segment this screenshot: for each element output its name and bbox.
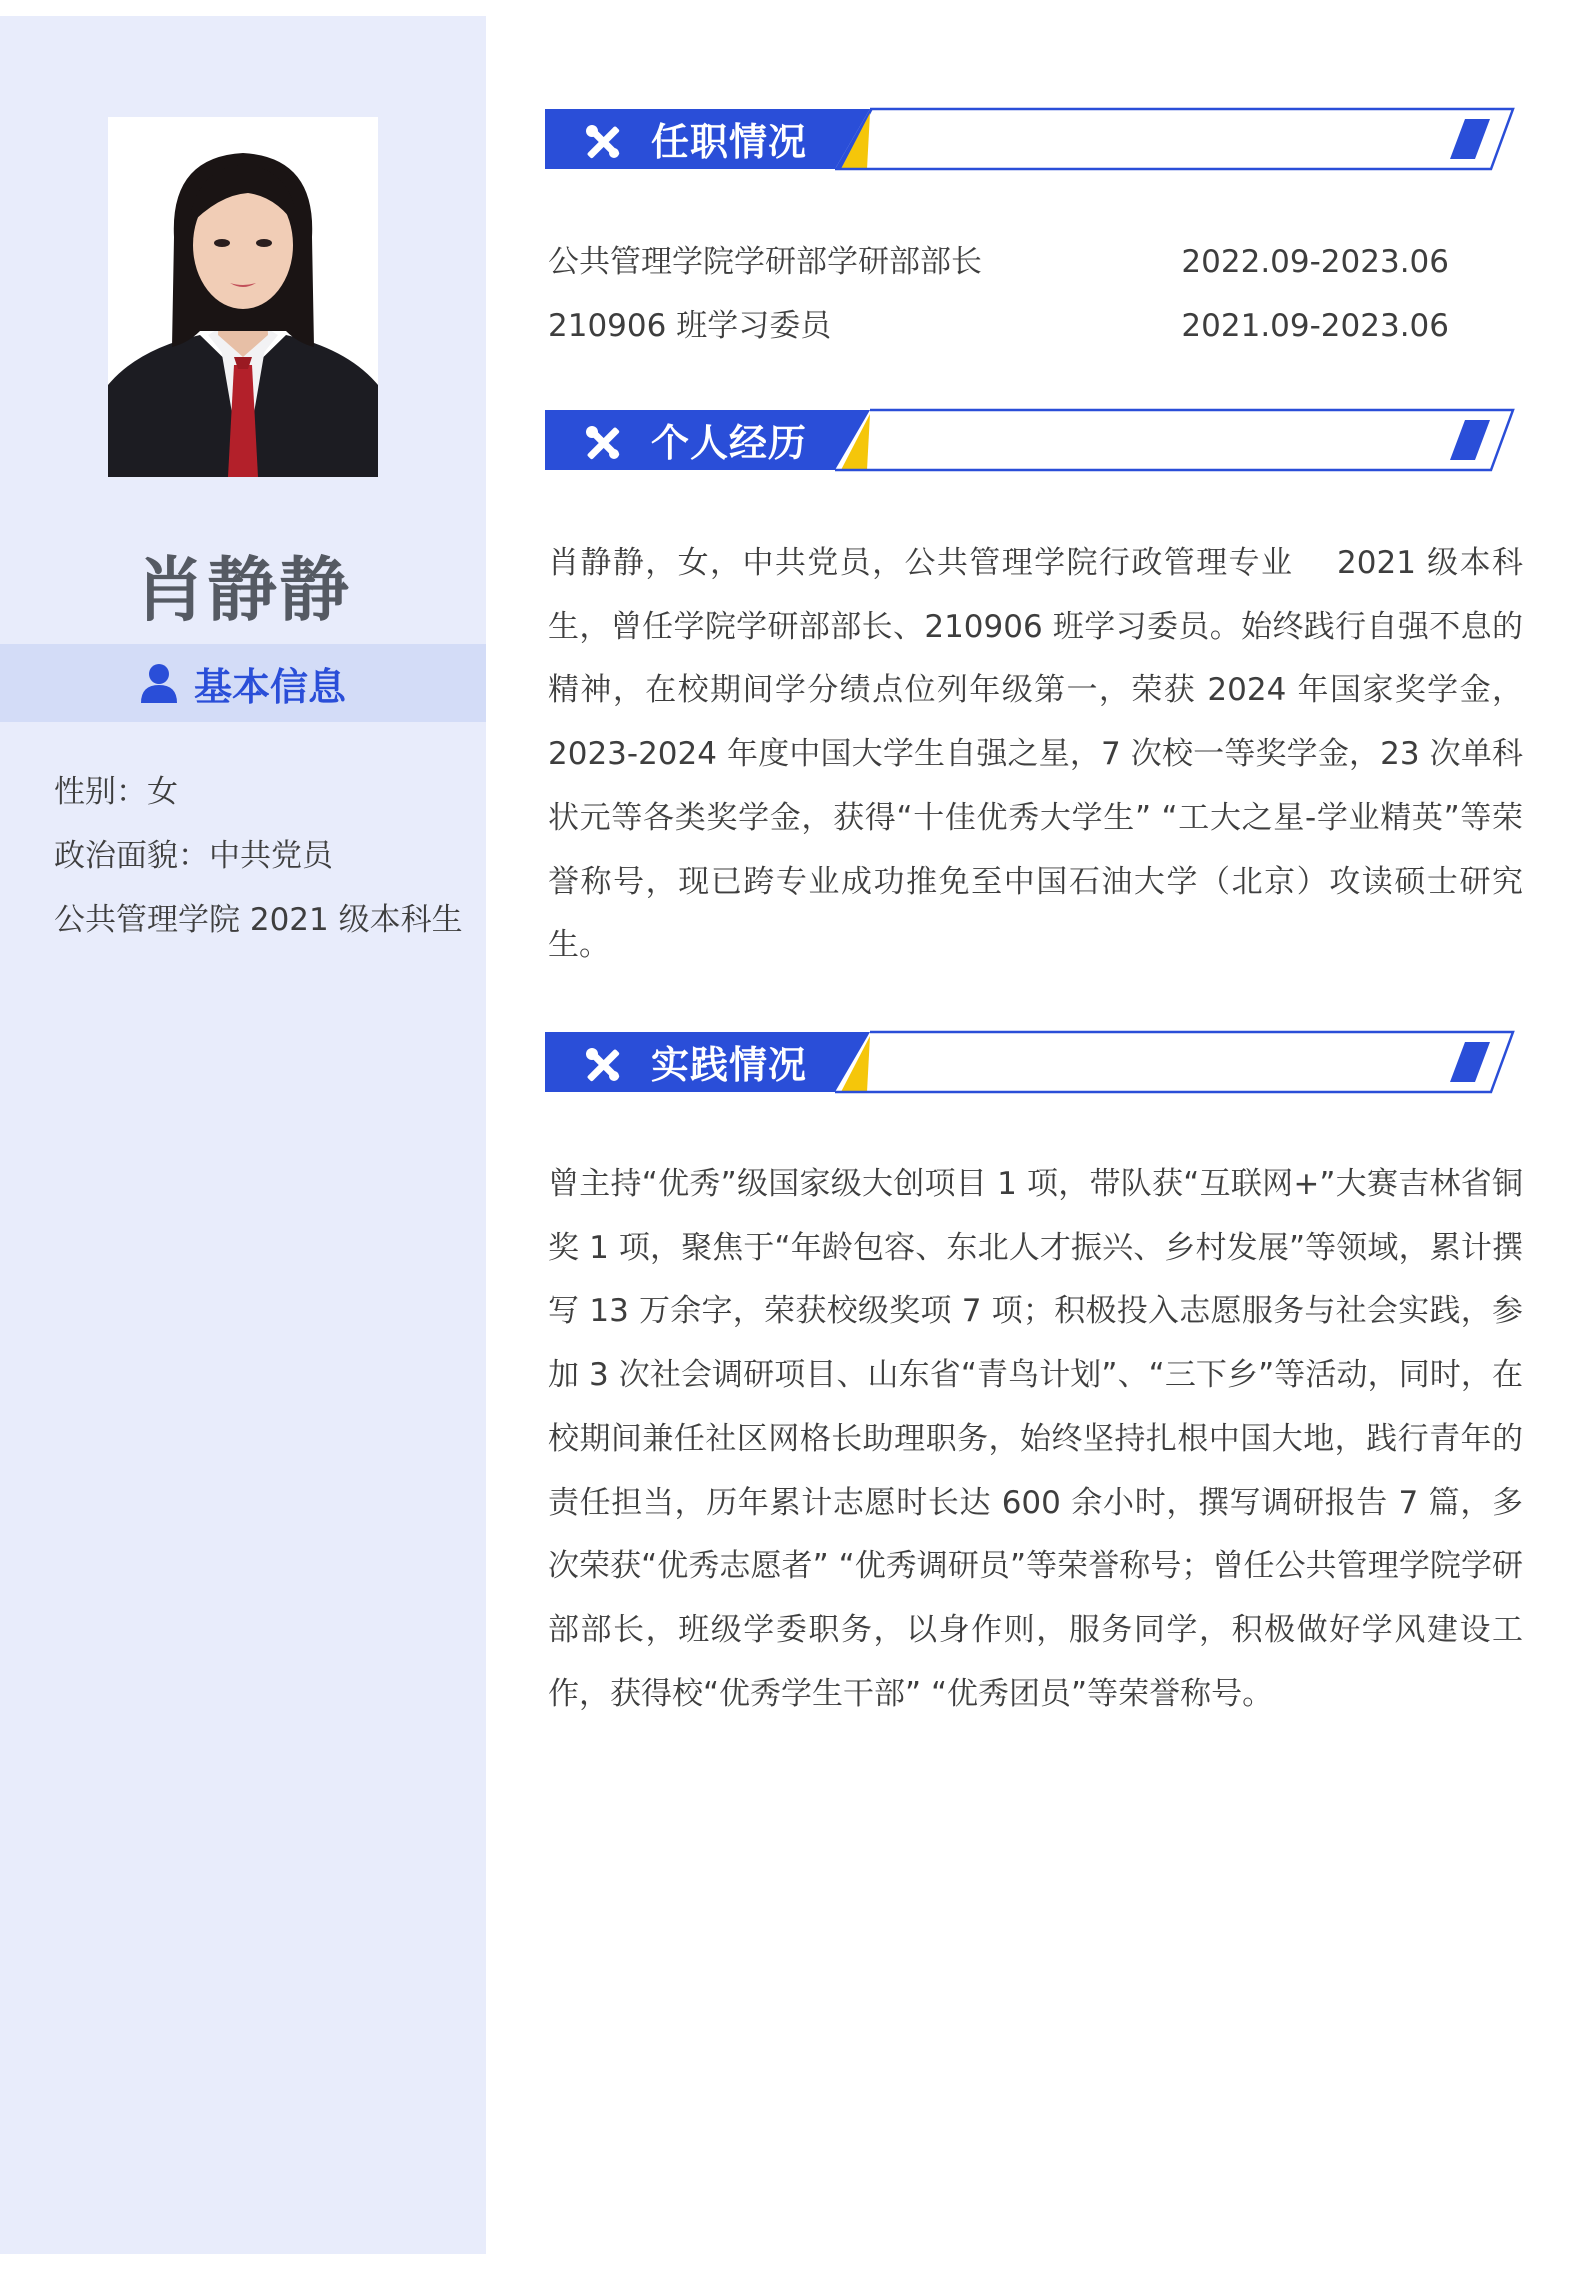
section-header-practice xyxy=(545,1030,1515,1100)
tools-icon xyxy=(585,124,621,160)
position-row xyxy=(548,240,1453,284)
basic-info-label: 基本信息 xyxy=(193,664,346,709)
position-role: 210906 班学习委员 xyxy=(548,308,832,344)
person-icon xyxy=(140,663,178,703)
practice-paragraph: 曾主持“优秀”级国家级大创项目 1 项，带队获“互联网+”大赛吉林省铜奖 1 项，聚焦于“年龄包容、东北人才振兴、乡村发展”等领域，累计撰写 13 万余字，荣获校级奖项 7 项；积极投入志愿服务与社会实践，参加 3 次社会调研项目、山东省“青鸟计划”、“三下乡”等活动，同时，在校期间兼任社区网格长助理职务，始终坚持扎根中国大地，践行青年的责任担当，历年累计志愿时长达 600 余小时，撰写调研报告 7 篇，多次荣获“优秀志愿者” “优秀调研员”等荣誉称号；曾任公共管理学院学研部部长，班级学委职务，以身作则，服务同学，积极做好学风建设工作，获得校“优秀学生干部” “优秀团员”等荣誉称号。 xyxy=(548,1166,1523,1712)
section-header-positions xyxy=(545,107,1515,177)
position-date: 2021.09-2023.06 xyxy=(1181,308,1449,344)
id-photo xyxy=(108,117,378,477)
position-date: 2022.09-2023.06 xyxy=(1181,244,1449,280)
position-row xyxy=(548,304,1453,348)
section-header-experience xyxy=(545,408,1515,478)
position-role: 公共管理学院学研部学研部部长 xyxy=(548,244,982,280)
basic-info-header xyxy=(0,644,486,722)
basic-info-list xyxy=(54,766,463,958)
section-title-experience: 个人经历 xyxy=(651,421,808,465)
section-title-positions: 任职情况 xyxy=(651,120,808,164)
info-gender: 性别：女 xyxy=(54,774,178,810)
experience-paragraph: 肖静静，女，中共党员，公共管理学院行政管理专业 2021 级本科生，曾任学院学研部部长、210906 班学习委员。始终践行自强不息的精神，在校期间学分绩点位列年级第一，荣获 2024 年国家奖学金，2023-2024 年度中国大学生自强之星，7 次校一等奖学金，23 次单科状元等各类奖学金，获得“十佳优秀大学生” “工大之星-学业精英”等荣誉称号，现已跨专业成功推免至中国石油大学（北京）攻读硕士研究生。 xyxy=(548,545,1523,964)
info-college-grade: 公共管理学院 2021 级本科生 xyxy=(54,902,463,938)
tools-icon xyxy=(585,425,621,461)
info-political-status: 政治面貌：中共党员 xyxy=(54,838,333,874)
person-name: 肖静静 xyxy=(135,549,351,631)
sidebar xyxy=(0,16,486,2254)
section-title-practice: 实践情况 xyxy=(651,1043,808,1087)
tools-icon xyxy=(585,1047,621,1083)
